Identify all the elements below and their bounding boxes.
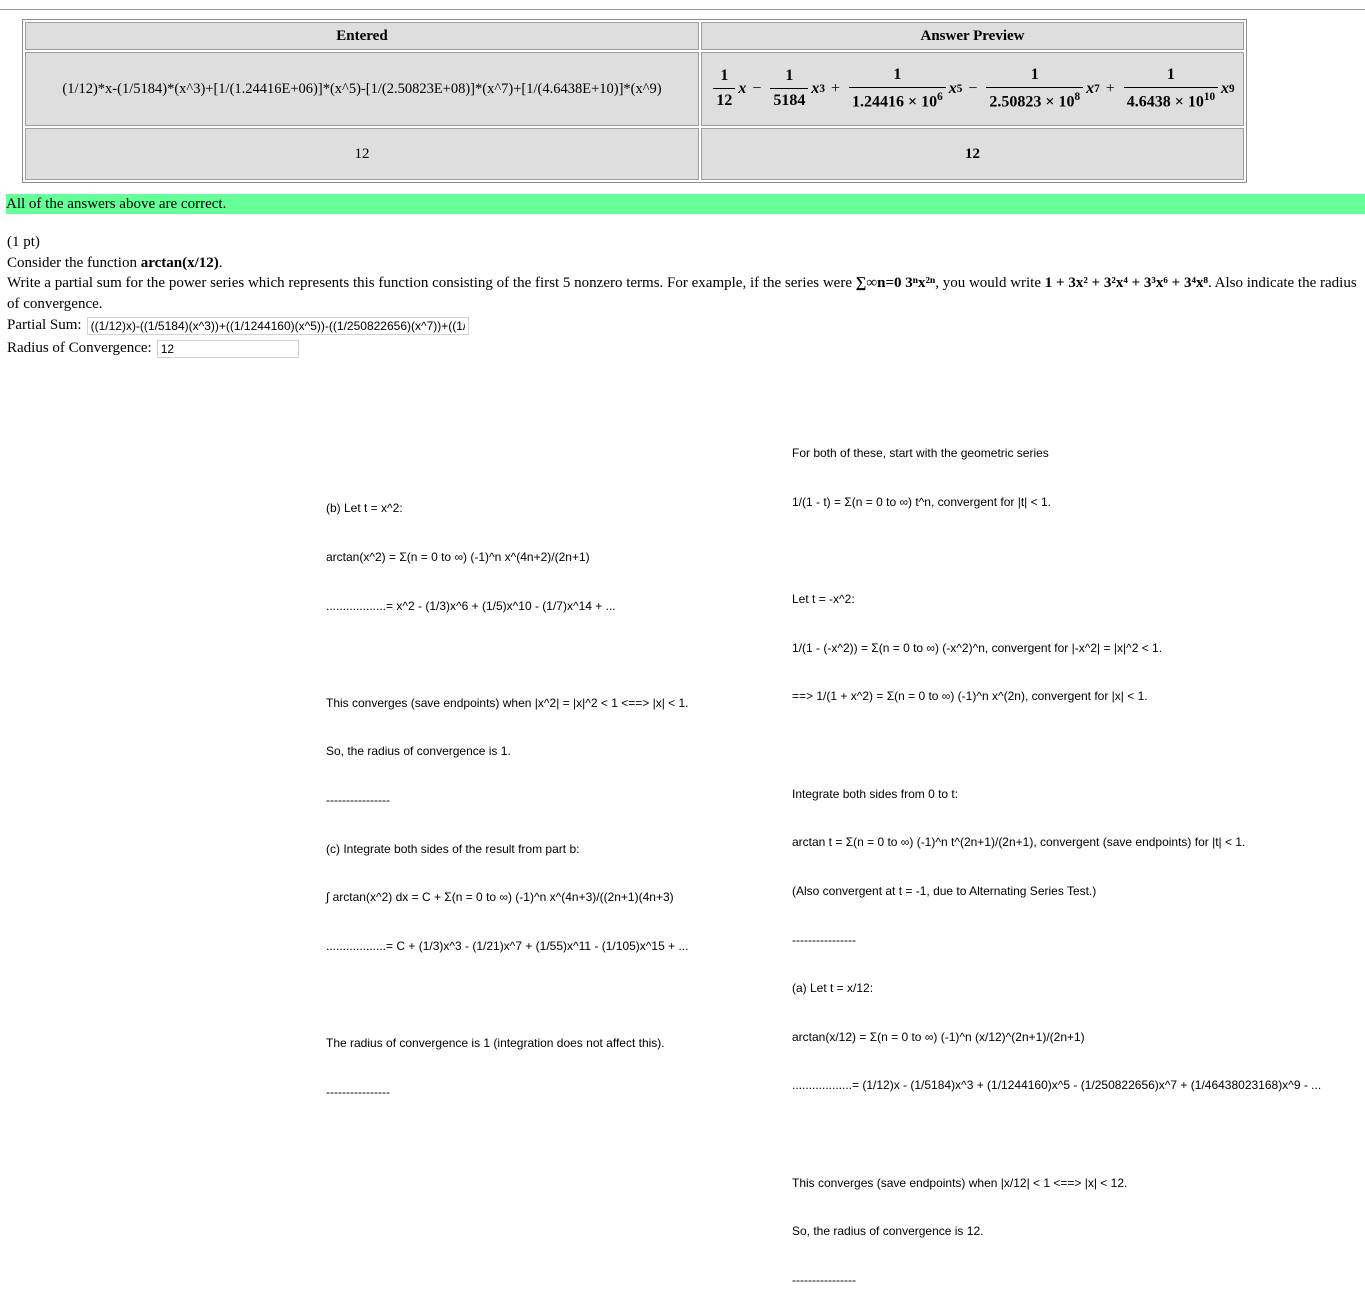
solution-left: (b) Let t = x^2: arctan(x^2) = Σ(n = 0 to ∞) (-1)^n x^(4n+2)/(2n+1) ..................= x^2 - (1/3)x^6 + (1/5)x^10 - (1/7)x^14 + ... This converges (save endpoints) when |x^2| = |x|^2 < 1 <==> |x| < 1. So, the radius of convergence is 1. ---------------- (c) Integrate both sides of the result from part b: ∫ arctan(x^2) dx = C + Σ(n = 0 to ∞) (-1)^n x^(4n+3)/((2n+1)(4n+3) ..................= C + (1/3)x^3 - (1/21)x^7 + (1/55)x^11 - (1/105)x^15 + ... The radius of convergence is 1 (integration does not affect this). ---------------- (326, 501, 689, 1099)
problem-body (7, 232, 1362, 360)
header-entered: Entered (25, 22, 699, 50)
radius-label: Radius of Convergence: (7, 340, 152, 357)
table-row (25, 52, 1244, 126)
radius-row (7, 337, 1362, 360)
preview-math: $\frac{1}{12}$ x − $\frac{1}{5184}$ x 3 + $\frac{1}{1.24416 \times 10^6}$ x 5 − $\frac{1}{2.50823 \times 10^8}$ x 7 + $\frac{1}{4.6438 \times 10^{10}}$ x 9 (710, 66, 1234, 111)
term-4: $\frac{1}{2.50823 \times 10^8}$ (986, 66, 1083, 111)
top-divider (0, 9, 1365, 10)
term-3: $\frac{1}{1.24416 \times 10^6}$ (849, 66, 946, 111)
example-series: ∑∞n=0 3ⁿx²ⁿ (855, 275, 936, 291)
example-answer: 1 + 3x² + 3²x⁴ + 3³x⁶ + 3⁴x⁸ (1044, 275, 1208, 291)
term-2: $\frac{1}{5184}$ (770, 67, 808, 110)
table-row (25, 128, 1244, 180)
preview-cell (701, 52, 1244, 126)
partial-sum-row (7, 314, 1362, 337)
results-table (22, 19, 1247, 183)
entered-cell: 12 (25, 128, 699, 180)
instructions: Write a partial sum for the power series which represents this function consisting of the first 5 nonzero terms. For example, if the series were ∑∞n=0 3ⁿx²ⁿ, you would write 1 + 3x² + 3²x⁴ + 3³x⁶ + 3⁴x⁸. Also indicate the radius of convergence. (7, 275, 1357, 312)
function-expr: arctan(x/12) (140, 254, 219, 271)
partial-sum-input[interactable] (87, 317, 469, 335)
term-5: $\frac{1}{4.6438 \times 10^{10}}$ (1124, 66, 1218, 111)
points: (1 pt) (7, 234, 40, 250)
status-message: All of the answers above are correct. (6, 194, 1365, 214)
header-answer-preview: Answer Preview (701, 22, 1244, 50)
radius-input[interactable] (157, 340, 299, 358)
solution-right: For both of these, start with the geometric series 1/(1 - t) = Σ(n = 0 to ∞) t^n, convergent for |t| < 1. Let t = -x^2: 1/(1 - (-x^2)) = Σ(n = 0 to ∞) (-x^2)^n, convergent for |-x^2| = |x|^2 < 1. ==> 1/(1 + x^2) = Σ(n = 0 to ∞) (-1)^n x^(2n), convergent for |x| < 1. Integrate both sides from 0 to t: arctan t = Σ(n = 0 to ∞) (-1)^n t^(2n+1)/(2n+1), convergent (save endpoints) for |t| < 1. (Also convergent at t = -1, due to Alternating Series Test.) ---------------- (a) Let t = x/12: arctan(x/12) = Σ(n = 0 to ∞) (-1)^n (x/12)^(2n+1)/(2n+1) ..................= (1/12)x - (1/5184)x^3 + (1/1244160)x^5 - (1/250822656)x^7 + (1/46438023168)x^9 - ... This converges (save endpoints) when |x/12| < 1 <==> |x| < 12. So, the radius of convergence is 12. ---------------- (792, 446, 1322, 1287)
term-1: $\frac{1}{12}$ (713, 67, 735, 110)
preview-cell: 12 (701, 128, 1244, 180)
partial-sum-label: Partial Sum: (7, 317, 82, 334)
consider-line: Consider the function arctan(x/12). (7, 254, 223, 271)
entered-cell: (1/12)*x-(1/5184)*(x^3)+[1/(1.24416E+06)]*(x^5)-[1/(2.50823E+08)]*(x^7)+[1/(4.6438E+10)]*(x^9) (25, 52, 699, 126)
